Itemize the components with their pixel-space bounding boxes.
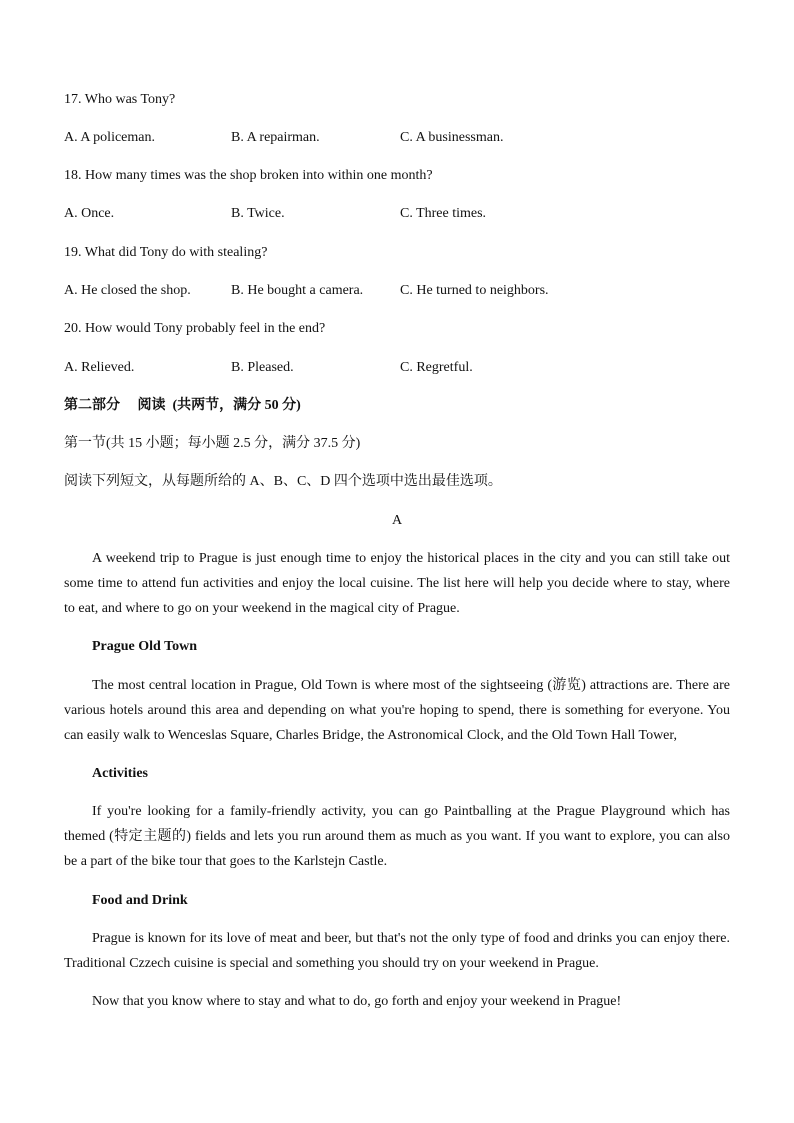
section-heading-old-town: Prague Old Town xyxy=(92,639,198,655)
option-a: A. Relieved. xyxy=(64,359,135,375)
option-c: C. Regretful. xyxy=(400,359,473,375)
question-20: 20. How would Tony probably feel in the end? xyxy=(64,321,326,337)
paragraph-line: If you're looking for a family-friendly activity, you can go Paintballing at the Prague Playground which has xyxy=(92,804,730,820)
activities-paragraph xyxy=(64,799,730,874)
paragraph-line: various hotels around this area and depending on what you're hoping to spend, there is something for everyone. You xyxy=(64,702,730,718)
paragraph-line: to eat, and where to go on your weekend in the magical city of Prague. xyxy=(64,601,460,617)
paragraph-line: A weekend trip to Prague is just enough time to enjoy the historical places in the city and you can still take out xyxy=(92,551,730,567)
paragraph-line: The most central location in Prague, Old Town is where most of the sightseeing (游览) attractions are. There are xyxy=(92,677,730,693)
section-heading-food-and-drink: Food and Drink xyxy=(92,892,188,908)
old-town-paragraph xyxy=(64,673,730,748)
question-17: 17. Who was Tony? xyxy=(64,91,176,107)
passage-intro-paragraph xyxy=(64,546,730,621)
part2-heading: 第二部分 阅读 (共两节，满分 50 分) xyxy=(64,397,301,413)
paragraph-line: be a part of the bike tour that goes to the Karlstejn Castle. xyxy=(64,854,388,870)
paragraph-line: themed (特定主题的) fields and lets you run around them as much as you want. If you want to explore, you can also xyxy=(64,829,730,845)
option-b: B. A repairman. xyxy=(231,129,320,145)
section-heading-activities: Activities xyxy=(92,765,148,781)
passage-closing: Now that you know where to stay and what to do, go forth and enjoy your weekend in Prague! xyxy=(92,994,622,1010)
passage-label: A xyxy=(391,512,403,528)
question-18-options xyxy=(64,201,730,226)
page-content xyxy=(64,87,730,1028)
question-17-options xyxy=(64,125,730,150)
option-b: B. He bought a camera. xyxy=(231,282,364,298)
option-c: C. Three times. xyxy=(400,206,487,222)
option-c: C. He turned to neighbors. xyxy=(400,282,549,298)
option-a: A. He closed the shop. xyxy=(64,282,191,298)
section1-heading: 第一节(共 15 小题；每小题 2.5 分，满分 37.5 分) xyxy=(64,436,361,452)
question-20-options xyxy=(64,355,730,380)
option-b: B. Pleased. xyxy=(231,359,294,375)
paragraph-line: some time to attend fun activities and enjoy the local cuisine. The list here will help you decide where to stay, where xyxy=(64,576,730,592)
paragraph-line: can easily walk to Wenceslas Square, Charles Bridge, the Astronomical Clock, and the Old Town Hall Tower, xyxy=(64,727,677,743)
question-18: 18. How many times was the shop broken into within one month? xyxy=(64,168,433,184)
paragraph-line: Traditional Czzech cuisine is special and something you should try on your weekend in Prague. xyxy=(64,955,599,971)
food-and-drink-paragraph xyxy=(64,926,730,976)
option-c: C. A businessman. xyxy=(400,129,504,145)
option-a: A. Once. xyxy=(64,206,115,222)
option-a: A. A policeman. xyxy=(64,129,155,145)
question-19: 19. What did Tony do with stealing? xyxy=(64,244,268,260)
question-19-options xyxy=(64,278,730,303)
paragraph-line: Prague is known for its love of meat and beer, but that's not the only type of food and drinks you can enjoy there. xyxy=(92,930,730,946)
reading-instructions: 阅读下列短文，从每题所给的 A、B、C、D 四个选项中选出最佳选项。 xyxy=(64,474,502,490)
option-b: B. Twice. xyxy=(231,206,285,222)
